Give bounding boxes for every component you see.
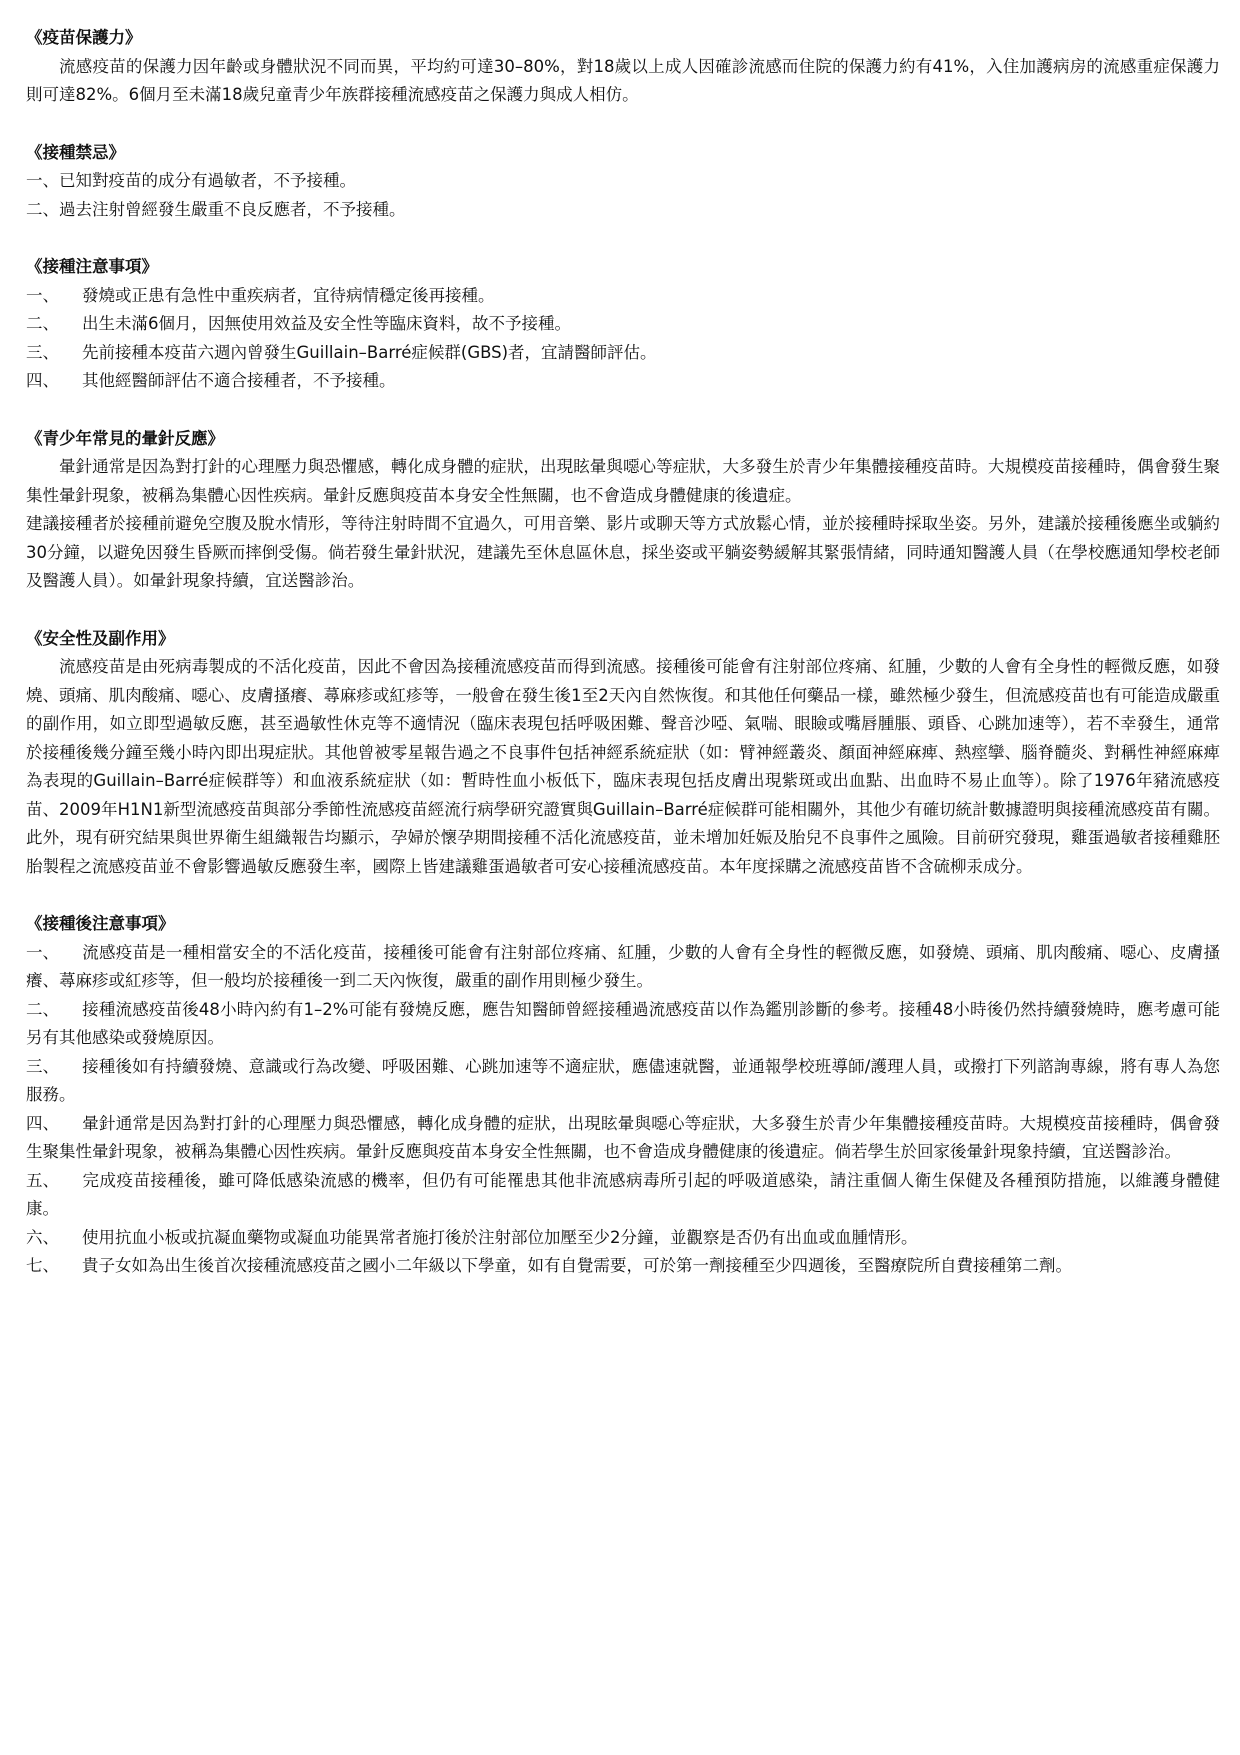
list-item-text: 暈針通常是因為對打針的心理壓力與恐懼感，轉化成身體的症狀，出現眩暈與噁心等症狀，大多發生於青少年集體接種疫苗時。大規模疫苗接種時，偶會發生聚集性暈針現象，被稱為集體心因性疾病。暈針反應與疫苗本身安全性無關，也不會造成身體健康的後遺症。倘若學生於回家後暈針現象持續，宜送醫診治。 bbox=[26, 1113, 1220, 1161]
list-item-text: 先前接種本疫苗六週內曾發生Guillain–Barré症候群(GBS)者，宜請醫師評估。 bbox=[82, 342, 657, 362]
section-fainting-reaction bbox=[26, 425, 1220, 596]
list-item-text: 發燒或正患有急性中重疾病者，宜待病情穩定後再接種。 bbox=[82, 285, 495, 305]
list-marker: 五、 bbox=[26, 1170, 59, 1190]
list-marker: 六、 bbox=[26, 1227, 59, 1247]
list-item bbox=[26, 1167, 1220, 1224]
section-contraindications bbox=[26, 139, 1220, 225]
section-heading: 《疫苗保護力》 bbox=[26, 28, 142, 47]
section-post-vaccination-notes bbox=[26, 910, 1220, 1281]
list-item bbox=[26, 282, 1220, 311]
list-marker: 七、 bbox=[26, 1256, 59, 1275]
list-marker: 一、 bbox=[26, 285, 59, 305]
paragraph: 流感疫苗的保護力因年齡或身體狀況不同而異，平均約可達30–80%，對18歲以上成人因確診流感而住院的保護力約有41%，入住加護病房的流感重症保護力則可達82%。6個月至未滿18歲兒童青少年族群接種流感疫苗之保護力與成人相仿。 bbox=[26, 56, 1220, 104]
section-heading: 《接種禁忌》 bbox=[26, 142, 125, 162]
list-item bbox=[26, 939, 1220, 996]
section-precautions bbox=[26, 253, 1220, 396]
contraindication-line: 二、過去注射曾經發生嚴重不良反應者，不予接種。 bbox=[26, 199, 406, 219]
list-marker: 二、 bbox=[26, 999, 59, 1019]
section-heading: 《青少年常見的暈針反應》 bbox=[26, 428, 224, 448]
contraindication-line: 一、已知對疫苗的成分有過敏者，不予接種。 bbox=[26, 171, 356, 190]
section-heading: 《接種注意事項》 bbox=[26, 257, 158, 276]
section-vaccine-efficacy bbox=[26, 24, 1220, 110]
list-marker: 二、 bbox=[26, 314, 59, 333]
section-heading: 《安全性及副作用》 bbox=[26, 628, 175, 648]
list-item bbox=[26, 1053, 1220, 1110]
list-marker: 三、 bbox=[26, 1056, 59, 1076]
list-item-text: 貴子女如為出生後首次接種流感疫苗之國小二年級以下學童，如有自覺需要，可於第一劑接種至少四週後，至醫療院所自費接種第二劑。 bbox=[82, 1256, 1072, 1275]
list-marker: 四、 bbox=[26, 1113, 59, 1133]
paragraph: 流感疫苗是由死病毒製成的不活化疫苗，因此不會因為接種流感疫苗而得到流感。接種後可能會有注射部位疼痛、紅腫，少數的人會有全身性的輕微反應，如發燒、頭痛、肌肉酸痛、噁心、皮膚搔癢、蕁麻疹或紅疹等，一般會在發生後1至2天內自然恢復。和其他任何藥品一樣，雖然極少發生，但流感疫苗也有可能造成嚴重的副作用，如立即型過敏反應，甚至過敏性休克等不適情況（臨床表現包括呼吸困難、聲音沙啞、氣喘、眼瞼或嘴唇腫脹、頭昏、心跳加速等），若不幸發生，通常於接種後幾分鐘至幾小時內即出現症狀。其他曾被零星報告過之不良事件包括神經系統症狀（如：臂神經叢炎、顏面神經麻痺、熱痙攣、腦脊髓炎、對稱性神經麻痺為表現的Guillain–Barré症候群等）和血液系統症狀（如：暫時性血小板低下，臨床表現包括皮膚出現紫斑或出血點、出血時不易止血等）。除了1976年豬流感疫苗、2009年H1N1新型流感疫苗與部分季節性流感疫苗經流行病學研究證實與Guillain–Barré症候群可能相關外，其他少有確切統計數據證明與接種流感疫苗有關。此外，現有研究結果與世界衛生組織報告均顯示，孕婦於懷孕期間接種不活化流感疫苗，並未增加妊娠及胎兒不良事件之風險。目前研究發現，雞蛋過敏者接種雞胚胎製程之流感疫苗並不會影響過敏反應發生率，國際上皆建議雞蛋過敏者可安心接種流感疫苗。本年度採購之流感疫苗皆不含硫柳汞成分。 bbox=[26, 657, 1220, 876]
paragraph: 暈針通常是因為對打針的心理壓力與恐懼感，轉化成身體的症狀，出現眩暈與噁心等症狀，大多發生於青少年集體接種疫苗時。大規模疫苗接種時，偶會發生聚集性暈針現象，被稱為集體心因性疾病。暈針反應與疫苗本身安全性無關，也不會造成身體健康的後遺症。 bbox=[26, 457, 1220, 505]
list-item-text: 出生未滿6個月，因無使用效益及安全性等臨床資料，故不予接種。 bbox=[82, 314, 571, 333]
list-item bbox=[26, 339, 1220, 368]
list-item bbox=[26, 310, 1220, 339]
list-item-text: 接種後如有持續發燒、意識或行為改變、呼吸困難、心跳加速等不適症狀，應儘速就醫，並通報學校班導師/護理人員，或撥打下列諮詢專線，將有專人為您服務。 bbox=[26, 1056, 1220, 1104]
list-marker: 三、 bbox=[26, 342, 59, 362]
section-heading: 《接種後注意事項》 bbox=[26, 914, 175, 933]
list-item-text: 接種流感疫苗後48小時內約有1–2%可能有發燒反應，應告知醫師曾經接種過流感疫苗以作為鑑別診斷的參考。接種48小時後仍然持續發燒時，應考慮可能另有其他感染或發燒原因。 bbox=[26, 999, 1220, 1047]
list-item bbox=[26, 367, 1220, 396]
list-item bbox=[26, 1110, 1220, 1167]
post-vaccination-list bbox=[26, 939, 1220, 1281]
list-item-text: 完成疫苗接種後，雖可降低感染流感的機率，但仍有可能罹患其他非流感病毒所引起的呼吸道感染，請注重個人衛生保健及各種預防措施，以維護身體健康。 bbox=[26, 1170, 1220, 1218]
list-marker: 一、 bbox=[26, 942, 59, 962]
list-item-text: 使用抗血小板或抗凝血藥物或凝血功能異常者施打後於注射部位加壓至少2分鐘，並觀察是否仍有出血或血腫情形。 bbox=[82, 1227, 918, 1247]
section-safety-side-effects bbox=[26, 625, 1220, 882]
list-item bbox=[26, 1224, 1220, 1253]
paragraph: 建議接種者於接種前避免空腹及脫水情形，等待注射時間不宜過久，可用音樂、影片或聊天等方式放鬆心情，並於接種時採取坐姿。另外，建議於接種後應坐或躺約30分鐘，以避免因發生昏厥而摔倒受傷。倘若發生暈針狀況，建議先至休息區休息，採坐姿或平躺姿勢緩解其緊張情緒，同時通知醫護人員（在學校應通知學校老師及醫護人員）。如暈針現象持續，宜送醫診治。 bbox=[26, 514, 1220, 590]
list-item bbox=[26, 996, 1220, 1053]
list-marker: 四、 bbox=[26, 371, 59, 390]
list-item-text: 流感疫苗是一種相當安全的不活化疫苗，接種後可能會有注射部位疼痛、紅腫，少數的人會有全身性的輕微反應，如發燒、頭痛、肌肉酸痛、噁心、皮膚搔癢、蕁麻疹或紅疹等，但一般均於接種後一到二天內恢復，嚴重的副作用則極少發生。 bbox=[26, 942, 1220, 990]
list-item bbox=[26, 1252, 1220, 1281]
list-item-text: 其他經醫師評估不適合接種者，不予接種。 bbox=[82, 371, 396, 390]
precautions-list bbox=[26, 282, 1220, 396]
